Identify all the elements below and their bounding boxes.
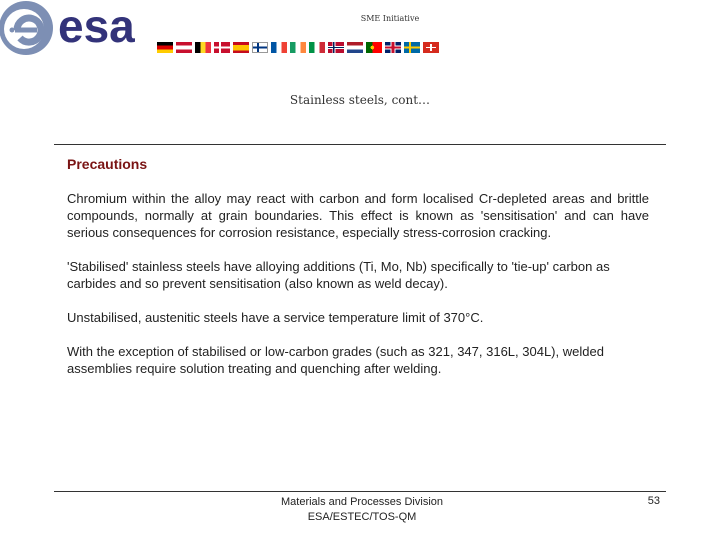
flag-be-icon — [195, 42, 211, 53]
footer-division: Materials and Processes Division — [280, 496, 443, 508]
paragraph-sensitisation: Chromium within the alloy may react with carbon and form localised Cr-depleted areas and brittle compounds, normally at grain boundaries. This effect is known as 'sensitisation' and can have serious consequences for corrosion resistance, especially stress-corrosion cracking. — [67, 191, 649, 240]
section-heading: Precautions — [67, 156, 148, 172]
flag-ch-icon — [423, 42, 439, 53]
footer-department: ESA/ESTEC/TOS-QM — [307, 511, 417, 523]
flag-se-icon — [404, 42, 420, 53]
flag-gb-icon — [385, 42, 401, 53]
country-flags — [157, 42, 439, 54]
flag-pt-icon — [366, 42, 382, 53]
flag-de-icon — [157, 42, 173, 53]
flag-dk-icon — [214, 42, 230, 53]
flag-ie-icon — [290, 42, 306, 53]
slide-title: Stainless steels, cont… — [289, 93, 431, 107]
paragraph-welding: With the exception of stabilised or low-carbon grades (such as 321, 347, 316L, 304L), welded assemblies require solution treating and quenching after welding. — [67, 344, 604, 376]
page-number: 53 — [647, 495, 660, 507]
slide-body — [67, 190, 649, 394]
paragraph-stabilised: 'Stabilised' stainless steels have alloying additions (Ti, Mo, Nb) specifically to 'tie-up' carbon as carbides and so prevent sensitisation (also known as weld decay). — [67, 259, 610, 291]
flag-fr-icon — [271, 42, 287, 53]
flag-at-icon — [176, 42, 192, 53]
footer — [262, 495, 462, 525]
flag-it-icon — [309, 42, 325, 53]
bottom-divider — [54, 491, 666, 492]
initiative-label: SME Initiative — [360, 14, 420, 23]
logo-wordmark: esa — [58, 0, 135, 52]
flag-es-icon — [233, 42, 249, 53]
flag-nl-icon — [347, 42, 363, 53]
esa-logo — [0, 0, 160, 58]
flag-no-icon — [328, 42, 344, 53]
paragraph-temperature-limit: Unstabilised, austenitic steels have a service temperature limit of 370°C. — [67, 310, 484, 325]
top-divider — [54, 144, 666, 145]
flag-fi-icon — [252, 42, 268, 53]
